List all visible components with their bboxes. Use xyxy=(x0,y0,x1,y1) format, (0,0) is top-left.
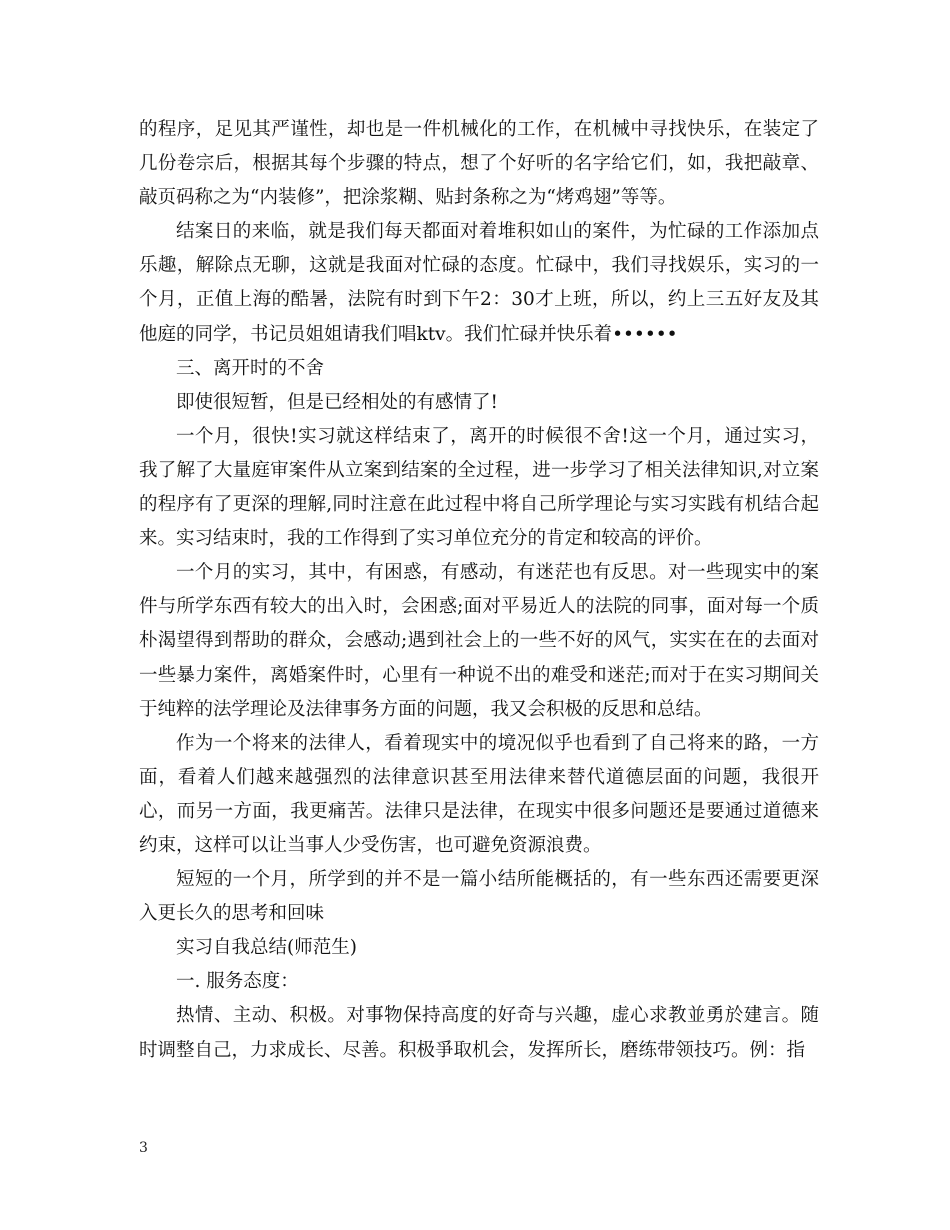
heading-service-attitude: 一. 服务态度： xyxy=(176,971,299,993)
paragraph-case-closing-day: 结案日的来临，就是我们每天都面对着堆积如山的案件，为忙碌的工作添加点乐趣，解除点无聊，这就是我面对忙碌的态度。忙碌中，我们寻找娱乐，实习的一个月，正值上海的酷暑，法院有时到下午2：30才上班，所以，约上三五好友及其他庭的同学，书记员姐姐请我们唱ktv。我们忙碌并快乐着•••••• xyxy=(139,221,819,345)
paragraph-continuation: 的程序，足见其严谨性，却也是一件机械化的工作，在机械中寻找快乐，在装定了几份卷宗后，根据其每个步骤的特点，想了个好听的名字给它们，如，我把敲章、敲页码称之为“内装修”，把涂浆糊、贴封条称之为“烤鸡翅”等等。 xyxy=(139,119,819,209)
section-heading-leaving: 三、离开时的不舍 xyxy=(176,357,325,379)
paragraph-one-month-quick: 一个月，很快!实习就这样结束了，离开的时候很不舍!这一个月，通过实习，我了解了大量庭审案件从立案到结案的全过程，进一步学习了相关法律知识,对立案的程序有了更深的理解,同时注意在此过程中将自己所学理论与实习实践有机结合起来。实习结束时，我的工作得到了实习单位充分的肯定和较高的评价。 xyxy=(139,425,819,550)
page-number: 3 xyxy=(139,1140,148,1156)
document-body xyxy=(139,113,819,1068)
paragraph-internship-reflection: 一个月的实习，其中，有困惑，有感动，有迷茫也有反思。对一些现实中的案件与所学东西有较大的出入时，会困惑;面对平易近人的法院的同事，面对每一个质朴渴望得到帮助的群众，会感动;遇到社会上的一些不好的风气，实实在在的去面对一些暴力案件，离婚案件时，心里有一种说不出的难受和迷茫;而对于在实习期间关于纯粹的法学理论及法律事务方面的问题，我又会积极的反思和总结。 xyxy=(139,562,819,720)
paragraph-future-lawyer: 作为一个将来的法律人，看着现实中的境况似乎也看到了自己将来的路，一方面，看着人们越来越强烈的法律意识甚至用法律来替代道德层面的问题，我很开心，而另一方面，我更痛苦。法律只是法律，在现实中很多问题还是要通过道德来约束，这样可以让当事人少受伤害，也可避免资源浪费。 xyxy=(139,732,819,856)
paragraph-short-but-attached: 即使很短暂，但是已经相处的有感情了! xyxy=(176,391,498,413)
paragraph-service-attitude: 热情、主动、积极。对事物保持高度的好奇与兴趣，虚心求教並勇於建言。随时调整自己，力求成长、尽善。积极爭取机会，发挥所长，磨练带领技巧。例：指 xyxy=(139,1005,819,1061)
heading-teacher-summary: 实习自我总结(师范生) xyxy=(176,937,357,959)
paragraph-short-month-summary: 短短的一个月，所学到的并不是一篇小结所能概括的，有一些东西还需要更深入更长久的思考和回味 xyxy=(139,869,819,925)
